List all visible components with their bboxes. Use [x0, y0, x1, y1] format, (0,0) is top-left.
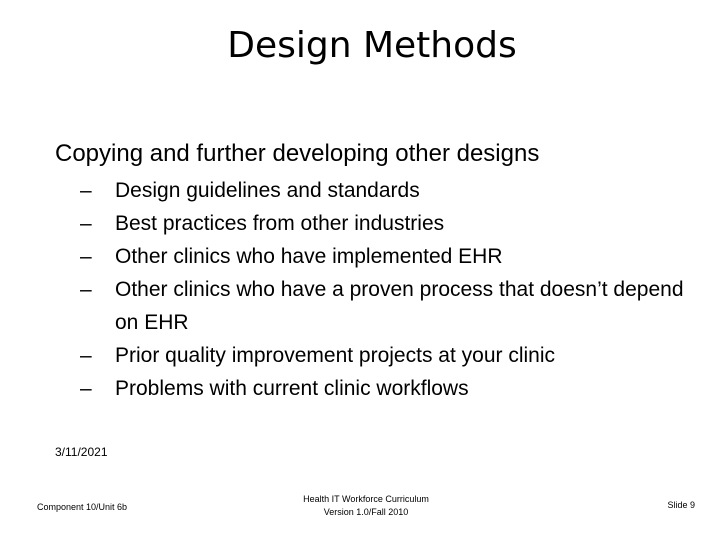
sub-bullet-list: [0, 174, 720, 405]
sub-bullet-item: [0, 240, 720, 273]
main-bullet: Copying and further developing other designs: [55, 140, 540, 167]
footer-curriculum-line1: Health IT Workforce Curriculum: [303, 494, 429, 504]
footer-date: 3/11/2021: [55, 445, 108, 459]
dash-bullet-icon: –: [80, 212, 92, 235]
sub-bullet-text: Other clinics who have a proven process that doesn’t depend on EHR: [115, 278, 684, 334]
sub-bullet-text: Design guidelines and standards: [115, 179, 420, 202]
dash-bullet-icon: –: [80, 245, 92, 268]
footer-curriculum-line2: Version 1.0/Fall 2010: [323, 507, 409, 517]
dash-bullet-icon: –: [80, 377, 92, 400]
sub-bullet-item: [0, 207, 720, 240]
slide-title: Design Methods: [227, 25, 517, 66]
sub-bullet-item: [0, 372, 720, 405]
sub-bullet-text: Prior quality improvement projects at your clinic: [115, 344, 555, 367]
footer-slide-number: Slide 9: [667, 500, 695, 510]
dash-bullet-icon: –: [80, 179, 92, 202]
footer-curriculum: [266, 493, 466, 519]
sub-bullet-item: [0, 174, 720, 207]
sub-bullet-text: Other clinics who have implemented EHR: [115, 245, 503, 268]
sub-bullet-text: Problems with current clinic workflows: [115, 377, 469, 400]
sub-bullet-item: [0, 273, 720, 339]
sub-bullet-text: Best practices from other industries: [115, 212, 445, 235]
footer-component: Component 10/Unit 6b: [37, 502, 128, 512]
dash-bullet-icon: –: [80, 278, 92, 301]
sub-bullet-item: [0, 339, 720, 372]
dash-bullet-icon: –: [80, 344, 92, 367]
